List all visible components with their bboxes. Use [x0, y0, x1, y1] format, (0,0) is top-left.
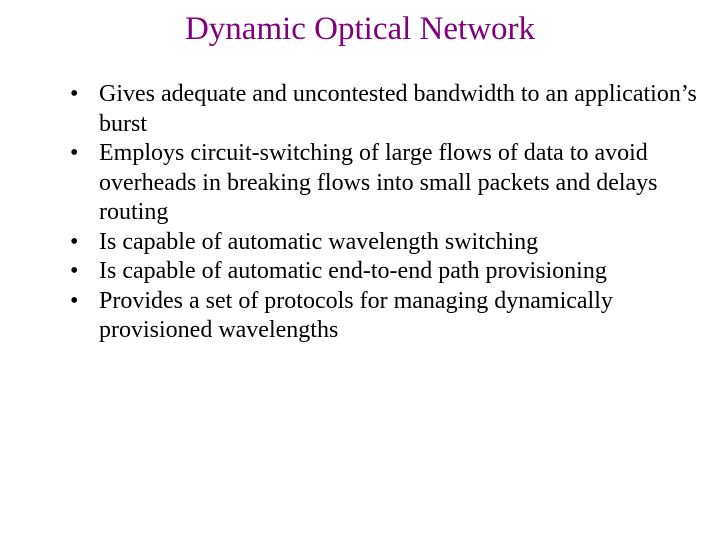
- bullet-text: Is capable of automatic wavelength switching: [99, 228, 539, 255]
- bullet-text: Provides a set of protocols for managing dynamically provisioned wavelengths: [99, 287, 613, 343]
- bullet-dot-icon: •: [70, 140, 79, 166]
- bullet-dot-icon: •: [70, 258, 79, 284]
- bullet-dot-icon: •: [70, 228, 79, 255]
- bullet-dot-icon: •: [70, 287, 79, 314]
- bullet-list: [70, 80, 710, 346]
- bullet-item: [70, 139, 710, 228]
- slide-title: Dynamic Optical Network: [184, 11, 536, 47]
- bullet-item: [70, 80, 710, 139]
- bullet-text: Gives adequate and uncontested bandwidth to an application’s burst: [99, 81, 697, 137]
- bullet-item: [70, 257, 710, 287]
- bullet-dot-icon: •: [70, 81, 79, 107]
- bullet-item: [70, 287, 710, 346]
- bullet-text: Is capable of automatic end-to-end path provisioning: [99, 258, 607, 284]
- bullet-item: [70, 228, 710, 258]
- bullet-text: Employs circuit-switching of large flows of data to avoid overheads in breaking flows into small packets and delays routing: [99, 140, 658, 225]
